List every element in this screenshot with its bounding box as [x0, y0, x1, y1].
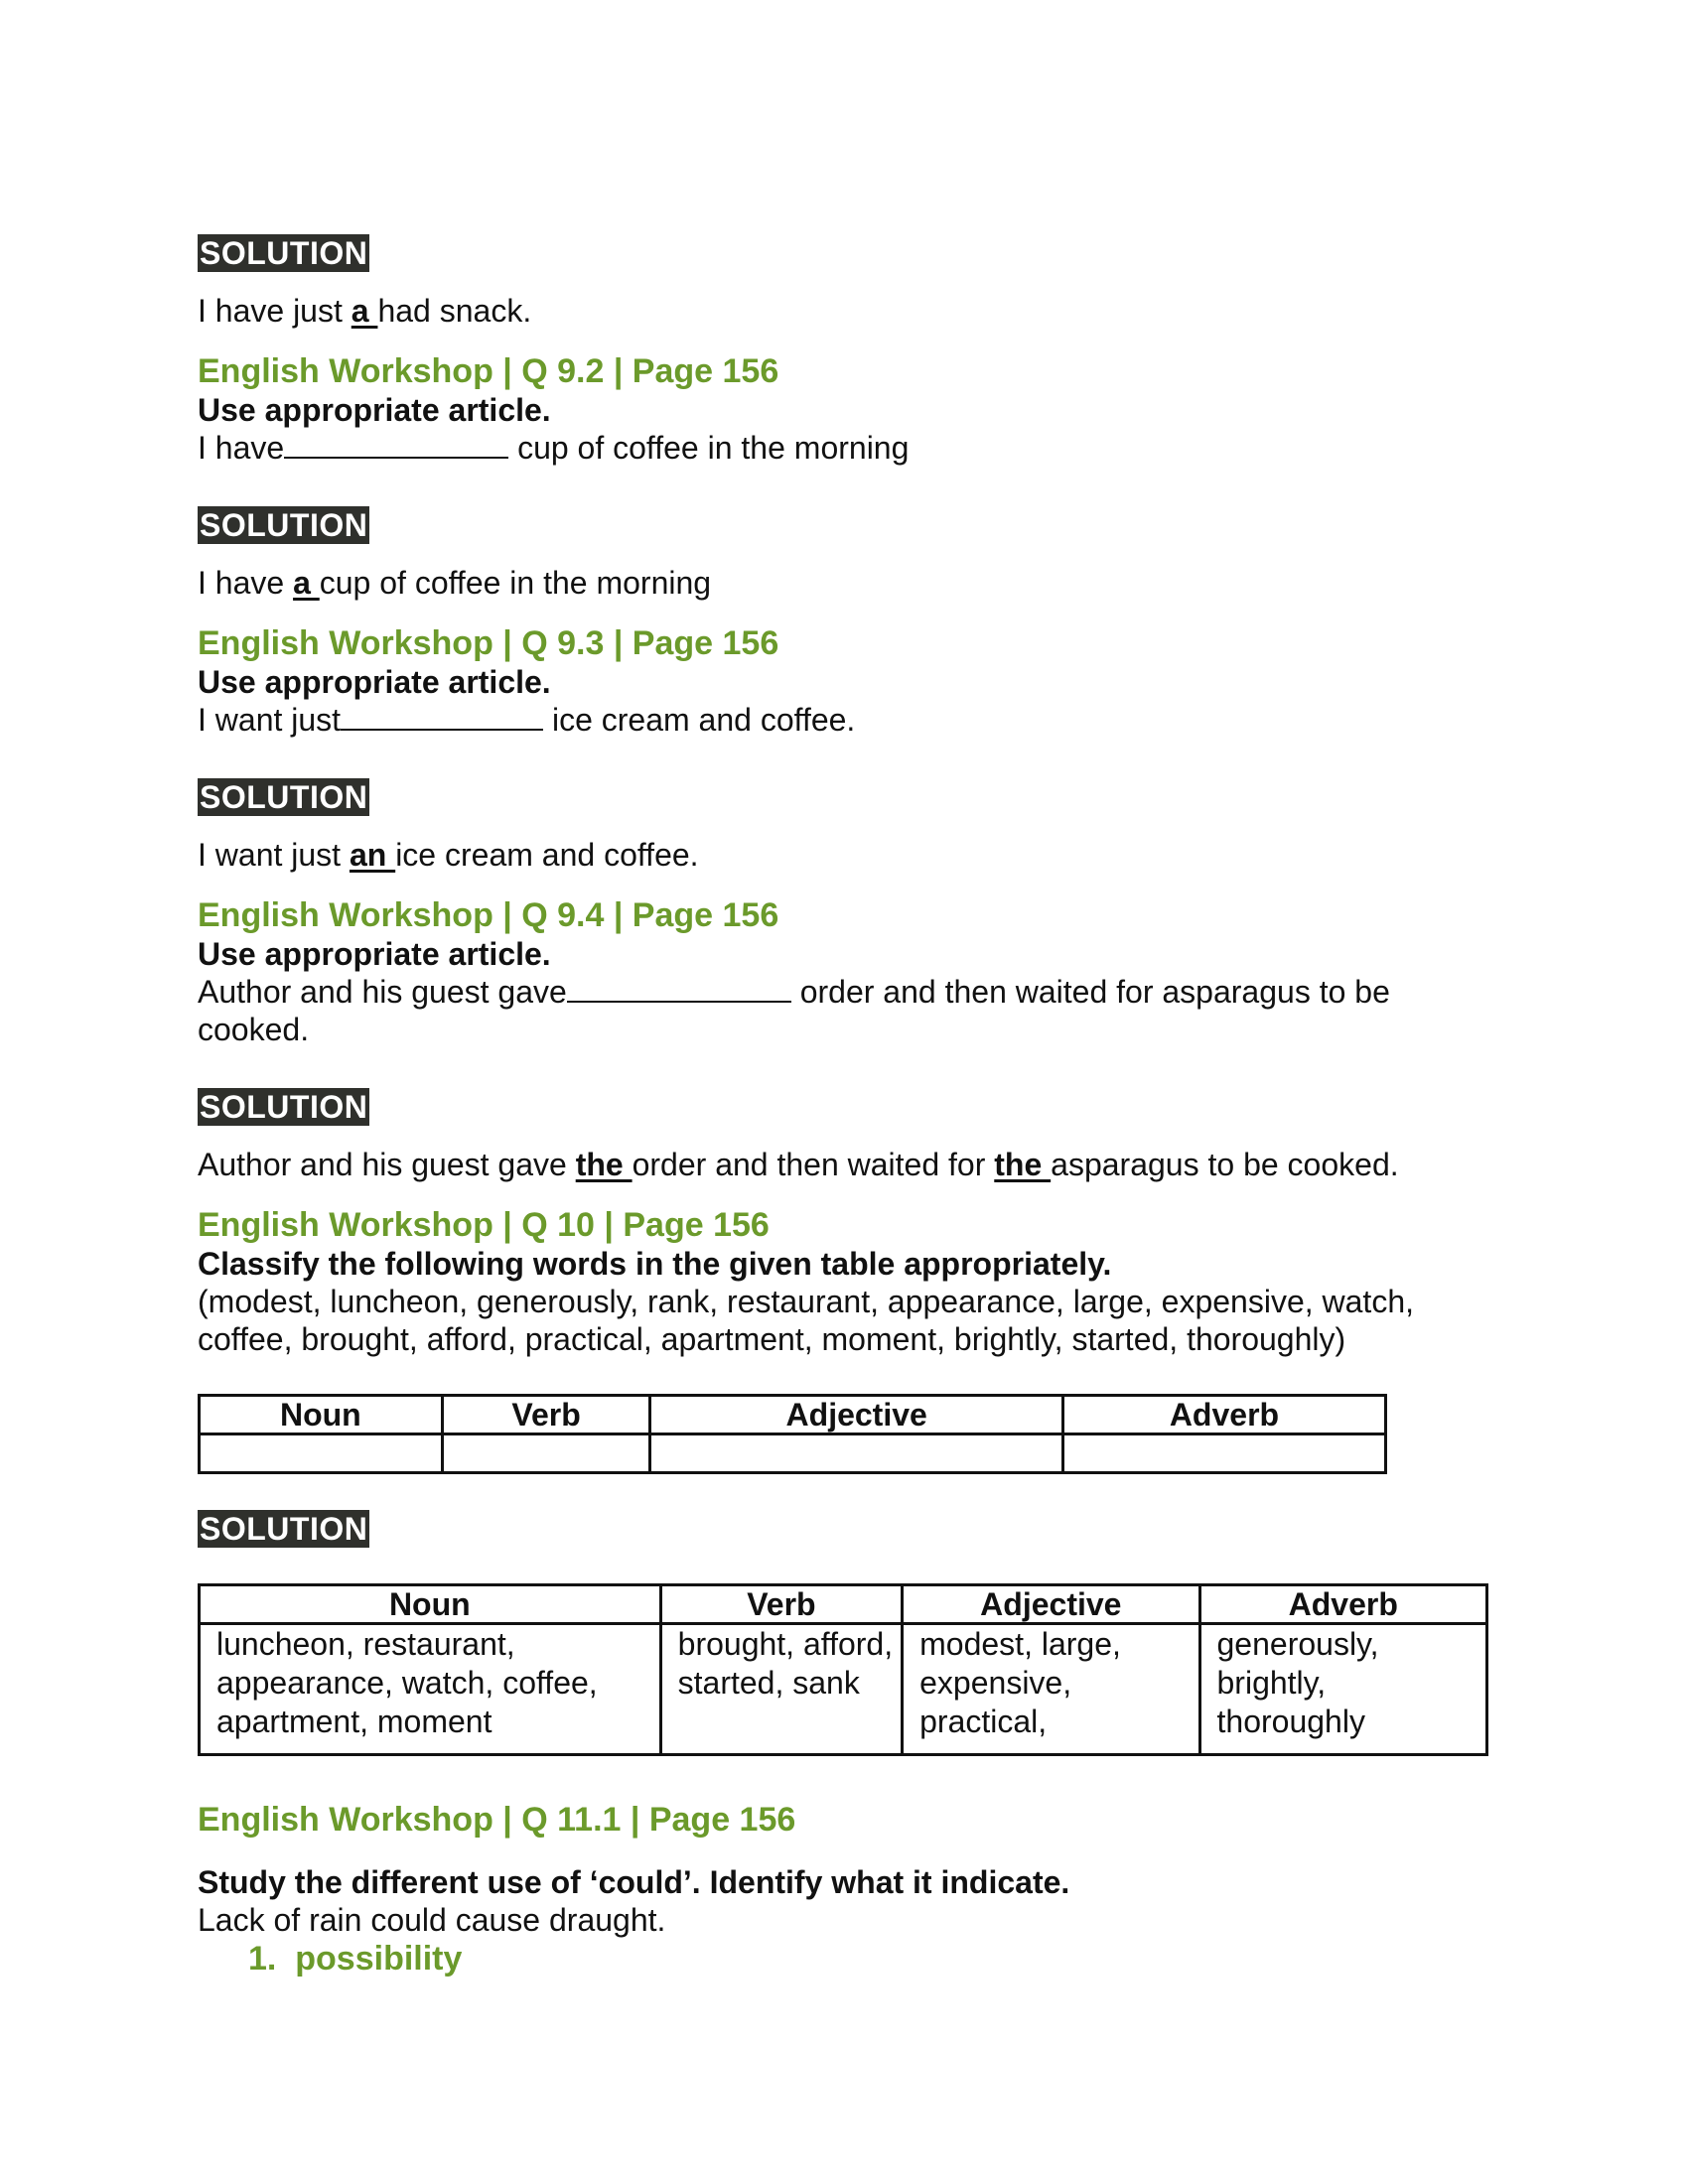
adjectives-cell: modest, large, expensive, practical,	[903, 1624, 1199, 1755]
answer-word: a	[351, 293, 378, 329]
table-row	[200, 1434, 1386, 1473]
solution-label: SOLUTION	[200, 235, 368, 271]
classification-table	[198, 1394, 1387, 1474]
solution-label: SOLUTION	[200, 1511, 368, 1547]
answer-word: an	[349, 837, 396, 873]
solution-label: SOLUTION	[200, 1089, 368, 1125]
empty-cell	[442, 1434, 650, 1473]
header-adverb: Adverb	[1199, 1585, 1487, 1624]
solution-badge	[198, 1510, 1508, 1548]
question-title: English Workshop | Q 9.2 | Page 156	[198, 352, 779, 390]
question-sentence: Lack of rain could cause draught.	[198, 1902, 666, 1938]
table-header-row	[200, 1396, 1386, 1434]
verbs-cell: brought, afford, started, sank	[660, 1624, 902, 1755]
question-title: English Workshop | Q 11.1 | Page 156	[198, 1801, 796, 1839]
option-number: 1.	[248, 1940, 277, 1978]
header-noun: Noun	[200, 1585, 661, 1624]
solution-badge	[198, 778, 1508, 816]
table-row	[200, 1624, 1487, 1755]
question-title: English Workshop | Q 9.3 | Page 156	[198, 624, 779, 662]
solution-label: SOLUTION	[200, 507, 368, 543]
solution-text: I want just an ice cream and coffee.	[198, 837, 699, 873]
answer-word: the	[575, 1147, 633, 1182]
document-page	[198, 234, 1508, 1979]
solution-label: SOLUTION	[200, 779, 368, 815]
option-text: possibility	[295, 1940, 463, 1978]
answer-blank	[341, 701, 543, 731]
header-adjective: Adjective	[903, 1585, 1199, 1624]
solution-text: I have a cup of coffee in the morning	[198, 565, 712, 601]
solution-badge	[198, 1088, 1508, 1126]
question-text: I want just ice cream and coffee.	[198, 702, 856, 738]
question-instruction: Use appropriate article.	[198, 664, 551, 700]
adverbs-cell: generously, brightly, thoroughly	[1199, 1624, 1487, 1755]
header-noun: Noun	[200, 1396, 443, 1434]
table-header-row	[200, 1585, 1487, 1624]
answer-blank	[284, 429, 508, 459]
word-list: (modest, luncheon, generously, rank, restaurant, appearance, large, expensive, watch, coffee, brought, afford, practical, apartment, moment, brightly, started, thoroughly)	[198, 1284, 1423, 1357]
solution-text: I have just a had snack.	[198, 293, 532, 329]
answer-word: the	[994, 1147, 1052, 1182]
solution-text: Author and his guest gave the order and then waited for the asparagus to be cooked.	[198, 1147, 1399, 1182]
nouns-cell: luncheon, restaurant, appearance, watch, coffee, apartment, moment	[200, 1624, 661, 1755]
question-instruction: Classify the following words in the given table appropriately.	[198, 1246, 1112, 1282]
question-instruction: Use appropriate article.	[198, 936, 551, 972]
answer-word: a	[293, 565, 320, 601]
solution-badge	[198, 234, 1508, 272]
question-text: I have cup of coffee in the morning	[198, 430, 910, 466]
solution-table	[198, 1583, 1488, 1756]
question-title: English Workshop | Q 9.4 | Page 156	[198, 896, 779, 934]
question-title: English Workshop | Q 10 | Page 156	[198, 1206, 770, 1244]
header-verb: Verb	[660, 1585, 902, 1624]
empty-cell	[650, 1434, 1062, 1473]
solution-badge	[198, 506, 1508, 544]
question-instruction: Study the different use of ‘could’. Identify what it indicate.	[198, 1864, 1070, 1900]
header-adjective: Adjective	[650, 1396, 1062, 1434]
question-instruction: Use appropriate article.	[198, 392, 551, 428]
answer-option	[198, 1939, 1508, 1979]
question-text: Author and his guest gave order and then waited for asparagus to be cooked.	[198, 974, 1399, 1047]
answer-blank	[567, 973, 791, 1003]
header-adverb: Adverb	[1062, 1396, 1385, 1434]
empty-cell	[200, 1434, 443, 1473]
header-verb: Verb	[442, 1396, 650, 1434]
empty-cell	[1062, 1434, 1385, 1473]
